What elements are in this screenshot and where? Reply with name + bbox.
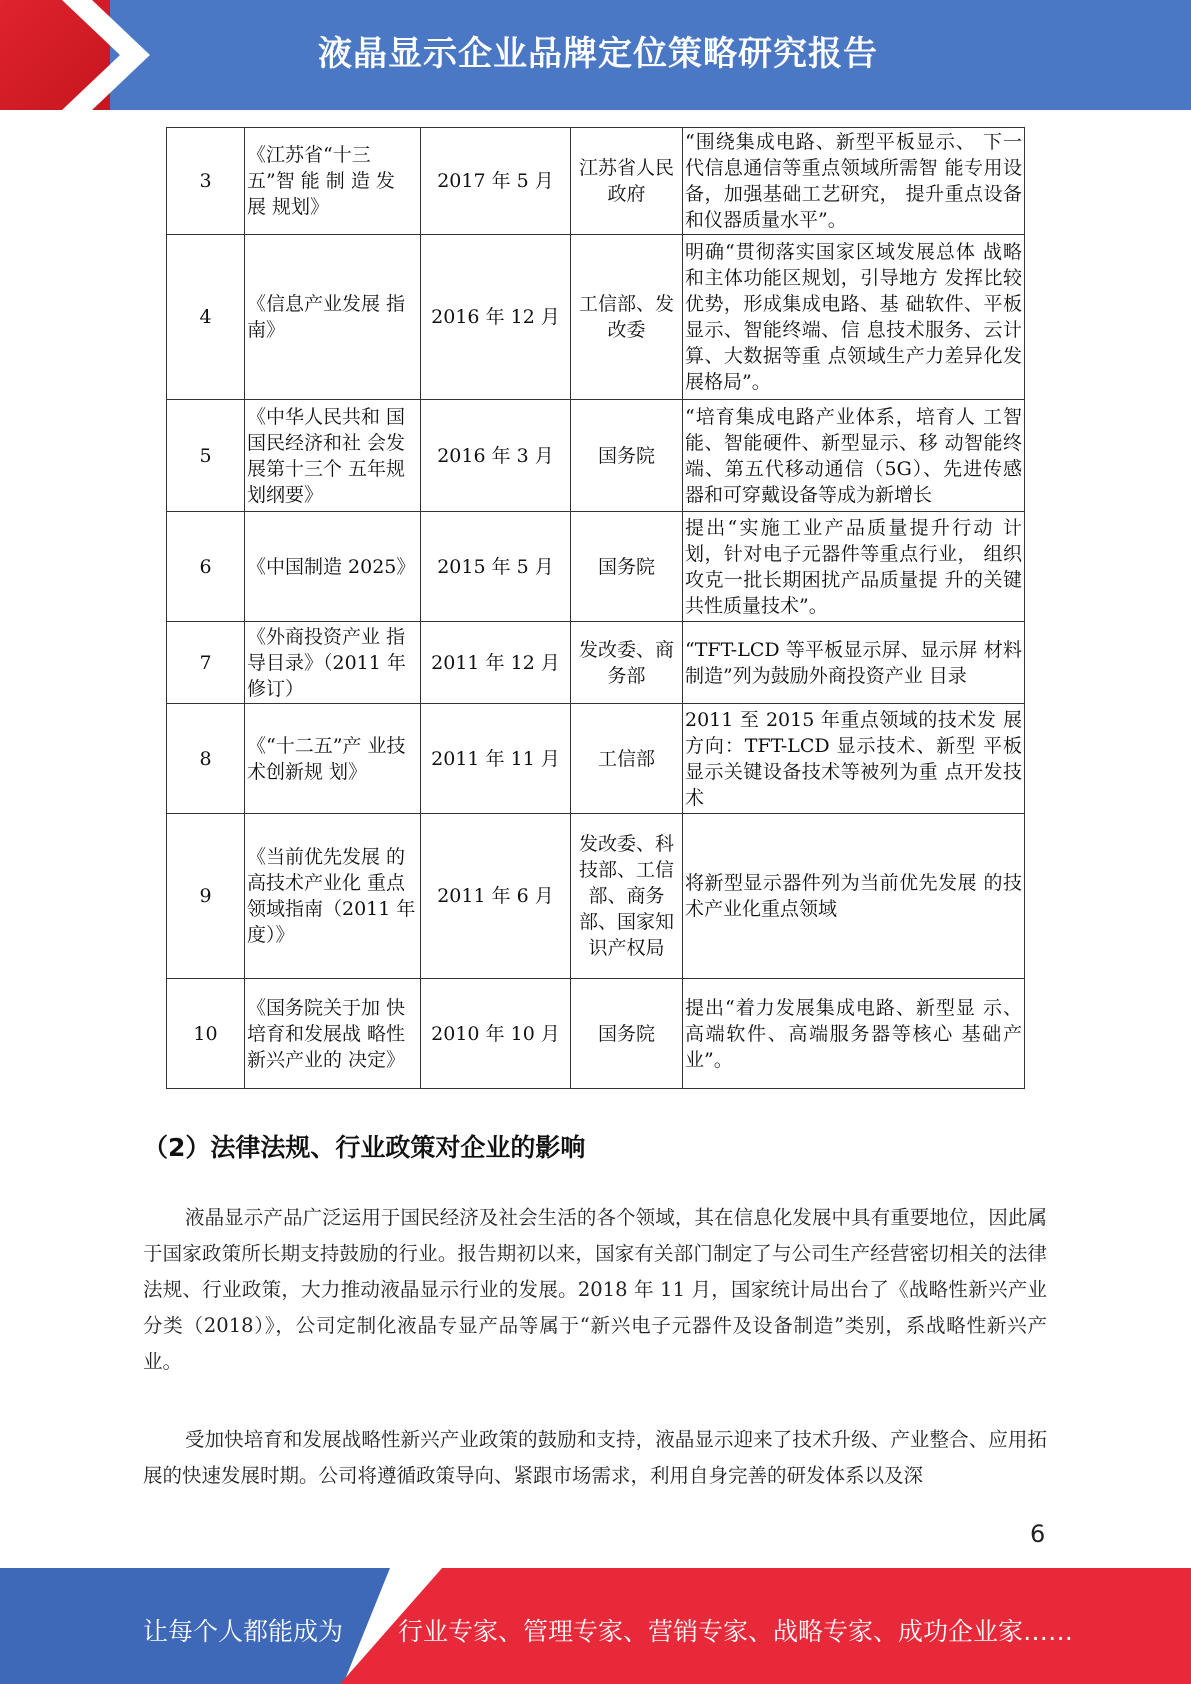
table-row — [167, 235, 1025, 400]
policy-issuer: 国务院 — [571, 400, 683, 512]
policy-name: 《江苏省“十三 五”智 能 制 造 发 展 规划》 — [245, 128, 421, 235]
policy-content: 将新型显示器件列为当前优先发展 的技术产业化重点领域 — [683, 814, 1025, 979]
policy-name: 《中华人民共和 国国民经济和社 会发展第十三个 五年规划纲要》 — [245, 400, 421, 512]
policy-content: “围绕集成电路、新型平板显示、 下一代信息通信等重点领域所需智 能专用设备，加强基础工艺研究， 提升重点设备和仪器质量水平”。 — [683, 128, 1025, 235]
row-number: 6 — [167, 512, 245, 622]
policy-issuer: 发改委、科技部、工信部、商务部、国家知识产权局 — [571, 814, 683, 979]
policy-issuer: 国务院 — [571, 512, 683, 622]
table-row — [167, 814, 1025, 979]
policy-date: 2016 年 3 月 — [421, 400, 571, 512]
row-number: 7 — [167, 622, 245, 704]
policy-name: 《信息产业发展 指南》 — [245, 235, 421, 400]
policy-issuer: 工信部 — [571, 704, 683, 814]
policy-content: “培育集成电路产业体系，培育人 工智能、智能硬件、新型显示、移 动智能终端、第五代移动通信（5G）、先进传感器和可穿戴设备等成为新增长 — [683, 400, 1025, 512]
policy-table — [166, 127, 1025, 1089]
policy-issuer: 国务院 — [571, 979, 683, 1089]
row-number: 3 — [167, 128, 245, 235]
body-paragraph: 液晶显示产品广泛运用于国民经济及社会生活的各个领域，其在信息化发展中具有重要地位，因此属于国家政策所长期支持鼓励的行业。报告期初以来，国家有关部门制定了与公司生产经营密切相关的法律法规、行业政策，大力推动液晶显示行业的发展。2018 年 11 月，国家统计局出台了《战略性新兴产业分类（2018）》，公司定制化液晶专显产品等属于“新兴电子元器件及设备制造”类别，系战略性新兴产业。 — [143, 1206, 1047, 1373]
policy-name: 《中国制造 2025》 — [245, 512, 421, 622]
policy-content: “TFT-LCD 等平板显示屏、显示屏 材料制造”列为鼓励外商投资产业 目录 — [683, 622, 1025, 704]
section-heading: （2）法律法规、行业政策对企业的影响 — [143, 1133, 586, 1162]
row-number: 9 — [167, 814, 245, 979]
report-title: 液晶显示企业品牌定位策略研究报告 — [318, 34, 878, 74]
policy-content: 明确“贯彻落实国家区域发展总体 战略和主体功能区规划，引导地方 发挥比较优势，形成集成电路、基 础软件、平板显示、智能终端、信 息技术服务、云计算、大数据等重 点领域生产力差异化发展格局”。 — [683, 235, 1025, 400]
row-number: 4 — [167, 235, 245, 400]
policy-issuer: 江苏省人民政府 — [571, 128, 683, 235]
table-row — [167, 979, 1025, 1089]
footer-slogan-left: 让每个人都能成为 — [143, 1617, 344, 1646]
body-paragraph: 受加快培育和发展战略性新兴产业政策的鼓励和支持，液晶显示迎来了技术升级、产业整合、应用拓展的快速发展时期。公司将遵循政策导向、紧跟市场需求，利用自身完善的研发体系以及深 — [143, 1428, 1047, 1487]
policy-date: 2011 年 12 月 — [421, 622, 571, 704]
policy-issuer: 发改委、商务部 — [571, 622, 683, 704]
page-number: 6 — [1030, 1520, 1046, 1548]
policy-date: 2016 年 12 月 — [421, 235, 571, 400]
policy-content: 2011 至 2015 年重点领域的技术发 展方向：TFT-LCD 显示技术、新型 平板显示关键设备技术等被列为重 点开发技术 — [683, 704, 1025, 814]
policy-name: 《“十二五”产 业技术创新规 划》 — [245, 704, 421, 814]
row-number: 5 — [167, 400, 245, 512]
policy-date: 2015 年 5 月 — [421, 512, 571, 622]
row-number: 10 — [167, 979, 245, 1089]
policy-date: 2017 年 5 月 — [421, 128, 571, 235]
policy-date: 2011 年 11 月 — [421, 704, 571, 814]
table-row — [167, 128, 1025, 235]
policy-issuer: 工信部、发改委 — [571, 235, 683, 400]
policy-name: 《外商投资产业 指导目录》（2011 年修订） — [245, 622, 421, 704]
chevron-arrow-icon — [40, 0, 150, 110]
table-row — [167, 704, 1025, 814]
footer-slogan-right: 行业专家、管理专家、营销专家、战略专家、成功企业家…… — [398, 1617, 1074, 1646]
policy-date: 2010 年 10 月 — [421, 979, 571, 1089]
table-row — [167, 512, 1025, 622]
policy-name: 《国务院关于加 快培育和发展战 略性新兴产业的 决定》 — [245, 979, 421, 1089]
row-number: 8 — [167, 704, 245, 814]
policy-content: 提出“着力发展集成电路、新型显 示、高端软件、高端服务器等核心 基础产业”。 — [683, 979, 1025, 1089]
page-footer — [0, 1568, 1191, 1684]
table-row — [167, 622, 1025, 704]
policy-content: 提出“实施工业产品质量提升行动 计划，针对电子元器件等重点行业， 组织攻克一批长期困扰产品质量提 升的关键共性质量技术”。 — [683, 512, 1025, 622]
page-header — [0, 0, 1191, 110]
policy-name: 《当前优先发展 的高技术产业化 重点领域指南（2011 年度）》 — [245, 814, 421, 979]
table-row — [167, 400, 1025, 512]
policy-date: 2011 年 6 月 — [421, 814, 571, 979]
